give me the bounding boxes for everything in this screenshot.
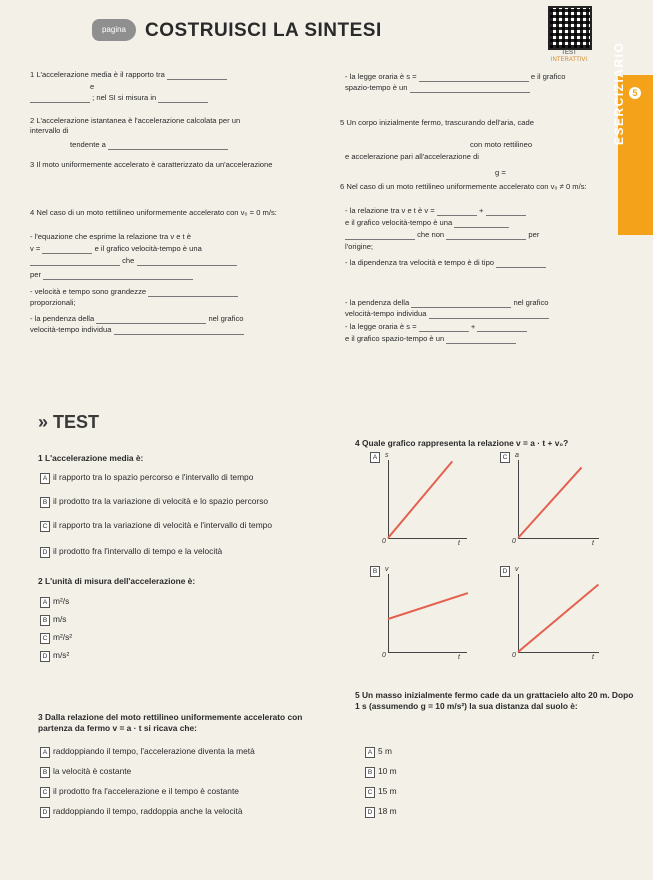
option-letter: B [365, 767, 375, 778]
option-text: raddoppiando il tempo, l'accelerazione diventa la metà [53, 746, 255, 756]
qr-label-sub: INTERATTIVI [550, 57, 588, 63]
sintesi-q6j-text: velocità-tempo individua [345, 309, 427, 318]
graph-x-label: t [592, 654, 594, 661]
option-letter: A [40, 597, 50, 608]
question-text: L'accelerazione media è: [45, 453, 144, 463]
option-text: 10 m [378, 766, 397, 776]
option-letter: A [365, 747, 375, 758]
test-q2-option-d[interactable] [40, 650, 69, 662]
sintesi-q6f: l'origine; [345, 242, 374, 251]
sintesi-q2: 2 L'accelerazione istantanea è l'accelerazione calcolata per un intervallo di [30, 116, 241, 135]
test-q3-option-c[interactable] [40, 786, 330, 798]
test-q2-option-a[interactable] [40, 596, 69, 608]
sintesi-q5b-text: e il grafico [530, 72, 566, 81]
test-q5 [355, 690, 640, 712]
test-q5-option-c[interactable] [365, 786, 397, 798]
option-letter: C [40, 633, 50, 644]
sintesi-q5c [345, 83, 585, 93]
graph-axes [388, 460, 467, 539]
option-text: m²/s [53, 596, 70, 606]
question-number: 2 [38, 576, 43, 586]
option-text: m²/s² [53, 632, 73, 642]
option-text: il rapporto tra la variazione di velocità e l'intervallo di tempo [53, 520, 272, 530]
sintesi-q4j [30, 325, 320, 335]
sintesi-q2b-text: tendente a [70, 140, 106, 149]
sintesi-q6i-text: nel grafico [513, 298, 549, 307]
sintesi-q6b-text: + [478, 206, 484, 215]
blank[interactable] [411, 299, 511, 308]
blank[interactable] [496, 259, 546, 268]
page-badge: pagina [92, 19, 136, 41]
sintesi-q6c-text: e il grafico velocità-tempo è una [345, 218, 453, 227]
blank[interactable] [477, 323, 527, 332]
option-letter: B [40, 767, 50, 778]
test-q3-option-d[interactable] [40, 806, 330, 818]
sintesi-q6g-text: - la dipendenza tra velocità e tempo è di tipo [345, 258, 495, 267]
sintesi-q6: 6 Nel caso di un moto rettilineo uniformemente accelerato con v₀ ≠ 0 m/s: [340, 182, 587, 191]
option-letter: D [40, 547, 50, 558]
sintesi-q5c-text: spazio-tempo è un [345, 83, 408, 92]
test-q2-option-b[interactable] [40, 614, 67, 626]
blank[interactable] [486, 207, 526, 216]
option-letter: D [365, 807, 375, 818]
option-text: 18 m [378, 806, 397, 816]
sintesi-q6m [345, 334, 610, 344]
sintesi-q6l-text: + [470, 322, 476, 331]
graph-x-label: t [458, 654, 460, 661]
blank[interactable] [429, 310, 549, 319]
option-text: il prodotto fra l'accelerazione e il tempo è costante [53, 786, 239, 796]
sintesi-q4d-text: che [122, 256, 135, 265]
sintesi-q6a [345, 206, 605, 216]
sintesi-q5a [345, 72, 605, 82]
option-letter: B [40, 497, 50, 508]
option-letter: B [370, 566, 380, 577]
blank[interactable] [43, 271, 193, 280]
blank[interactable] [30, 257, 120, 266]
test-q1-option-c[interactable] [40, 520, 320, 532]
sintesi-q4: 4 Nel caso di un moto rettilineo uniformemente accelerato con v₀ = 0 m/s: [30, 208, 277, 217]
test-q5-option-a[interactable] [365, 746, 392, 758]
graph-option-b[interactable] [370, 566, 470, 666]
sintesi-q4g: proporzionali; [30, 298, 76, 307]
blank[interactable] [345, 231, 415, 240]
blank[interactable] [148, 288, 238, 297]
option-letter: D [500, 566, 510, 577]
option-letter: D [40, 807, 50, 818]
question-text: Dalla relazione del moto rettilineo uniformemente accelerato con partenza da fermo v = a · t si ricava che: [38, 712, 303, 733]
question-text: L'unità di misura dell'accelerazione è: [45, 576, 196, 586]
sintesi-q5a-text: - la legge oraria è s = [345, 72, 417, 81]
sintesi-q6d-text: che non [417, 230, 445, 239]
blank[interactable] [410, 84, 530, 93]
sintesi-q1c [30, 93, 290, 103]
test-q3 [38, 712, 328, 734]
sintesi-q4a: - l'equazione che esprime la relazione tra v e t è [30, 232, 192, 241]
blank[interactable] [108, 141, 228, 150]
graph-y-label: v [515, 566, 519, 573]
graph-origin: 0 [512, 652, 516, 659]
option-letter: A [370, 452, 380, 463]
sintesi-q6m-text: e il grafico spazio-tempo è un [345, 334, 445, 343]
graph-option-d[interactable] [500, 566, 610, 666]
blank[interactable] [114, 326, 244, 335]
blank[interactable] [96, 315, 206, 324]
test-q4 [355, 438, 635, 449]
qr-label [544, 50, 594, 64]
blank[interactable] [446, 335, 516, 344]
sintesi-q5: 5 Un corpo inizialmente fermo, trascurando dell'aria, cade [340, 118, 534, 127]
side-tab-number: 5 [629, 87, 641, 99]
option-letter: C [365, 787, 375, 798]
qr-code-icon [548, 6, 592, 50]
graph-origin: 0 [512, 538, 516, 545]
sintesi-q4e-text: per [30, 270, 41, 279]
sintesi-q5f: g = [495, 168, 506, 177]
sintesi-q5e: e accelerazione pari all'accelerazione di [345, 152, 479, 161]
blank[interactable] [419, 73, 529, 82]
sintesi-q6g [345, 258, 610, 268]
blank[interactable] [419, 323, 469, 332]
blank[interactable] [30, 94, 90, 103]
graph-x-label: t [458, 540, 460, 547]
blank[interactable] [454, 219, 509, 228]
sintesi-q6j [345, 309, 610, 319]
blank[interactable] [42, 245, 92, 254]
sintesi-q1-text: 1 L'accelerazione media è il rapporto tra [30, 70, 165, 79]
test-q3-option-b[interactable] [40, 766, 330, 778]
graph-option-a[interactable] [370, 452, 470, 552]
sintesi-q6h [345, 298, 610, 308]
sintesi-q2b [70, 140, 310, 150]
option-letter: B [40, 615, 50, 626]
option-text: il prodotto fra l'intervallo di tempo e la velocità [53, 546, 223, 556]
option-text: il prodotto tra la variazione di velocità e lo spazio percorso [53, 496, 269, 506]
option-text: m/s [53, 614, 67, 624]
question-number: 5 [355, 690, 360, 700]
test-q2 [38, 576, 318, 587]
sintesi-q3: 3 Il moto uniformemente accelerato è caratterizzato da un'accelerazione [30, 160, 273, 169]
sintesi-q4d [30, 256, 290, 266]
sintesi-q6e-text: per [528, 230, 540, 239]
option-text: 15 m [378, 786, 397, 796]
test-q5-option-d[interactable] [365, 806, 397, 818]
option-letter: A [40, 473, 50, 484]
sintesi-q4b-text: v = [30, 244, 41, 253]
option-letter: D [40, 651, 50, 662]
blank[interactable] [437, 207, 477, 216]
option-letter: A [40, 747, 50, 758]
question-number: 1 [38, 453, 43, 463]
qr-label-title: TEST [561, 50, 577, 56]
graph-y-label: s [385, 452, 389, 459]
sintesi-q5d: con moto rettilineo [470, 140, 533, 149]
graph-y-label: a [515, 452, 519, 459]
graph-option-c[interactable] [500, 452, 610, 552]
question-number: 4 [355, 438, 360, 448]
question-text: Un masso inizialmente fermo cade da un grattacielo alto 20 m. Dopo 1 s (assumendo g = 10 m/s²) la sua distanza dal suolo è: [355, 690, 634, 711]
test-q1-option-d[interactable] [40, 546, 320, 558]
graph-y-label: v [385, 566, 389, 573]
sintesi-q4e [30, 270, 290, 280]
section-title: COSTRUISCI LA SINTESI [145, 20, 382, 41]
sintesi-q4b [30, 244, 290, 254]
sintesi-q4i-text: nel grafico [208, 314, 244, 323]
sintesi-q1b: e [90, 82, 95, 91]
question-number: 3 [38, 712, 43, 722]
blank[interactable] [446, 231, 526, 240]
sintesi-q6k-text: - la legge oraria è s = [345, 322, 417, 331]
option-text: 5 m [378, 746, 392, 756]
sintesi-q6d [345, 230, 610, 240]
sintesi-q6a-text: - la relazione tra v e t è v = [345, 206, 435, 215]
sintesi-q4c-text: e il grafico velocità-tempo è una [94, 244, 202, 253]
graph-origin: 0 [382, 652, 386, 659]
test-q1-option-a[interactable] [40, 472, 320, 484]
sintesi-q1 [30, 70, 270, 80]
test-title: » TEST [38, 412, 100, 432]
sintesi-q4f-text: - velocità e tempo sono grandezze [30, 287, 147, 296]
sintesi-q4h [30, 314, 320, 324]
sintesi-q1c-text: ; nel SI si misura in [92, 93, 157, 102]
option-text: raddoppiando il tempo, raddoppia anche la velocità [53, 806, 243, 816]
graph-origin: 0 [382, 538, 386, 545]
sintesi-q4j-text: velocità-tempo individua [30, 325, 112, 334]
sintesi-q4h-text: - la pendenza della [30, 314, 95, 323]
option-letter: C [40, 521, 50, 532]
option-letter: C [40, 787, 50, 798]
sintesi-q6c [345, 218, 605, 228]
option-letter: C [500, 452, 510, 463]
blank[interactable] [167, 71, 227, 80]
blank[interactable] [158, 94, 208, 103]
question-text: Quale grafico rappresenta la relazione v = a · t + v₀? [362, 438, 569, 448]
sintesi-q6k [345, 322, 610, 332]
test-q3-option-a[interactable] [40, 746, 330, 758]
option-text: m/s² [53, 650, 70, 660]
blank[interactable] [137, 257, 237, 266]
graph-axes [518, 460, 599, 539]
test-q2-option-c[interactable] [40, 632, 72, 644]
option-text: il rapporto tra lo spazio percorso e l'intervallo di tempo [53, 472, 254, 482]
test-q5-option-b[interactable] [365, 766, 397, 778]
sintesi-q6h-text: - la pendenza della [345, 298, 410, 307]
graph-x-label: t [592, 540, 594, 547]
option-text: la velocità è costante [53, 766, 132, 776]
test-q1-option-b[interactable] [40, 496, 320, 508]
sintesi-q4f [30, 287, 300, 297]
test-q1 [38, 453, 318, 464]
side-tab-label: ESERCIZIARIO [612, 41, 626, 145]
